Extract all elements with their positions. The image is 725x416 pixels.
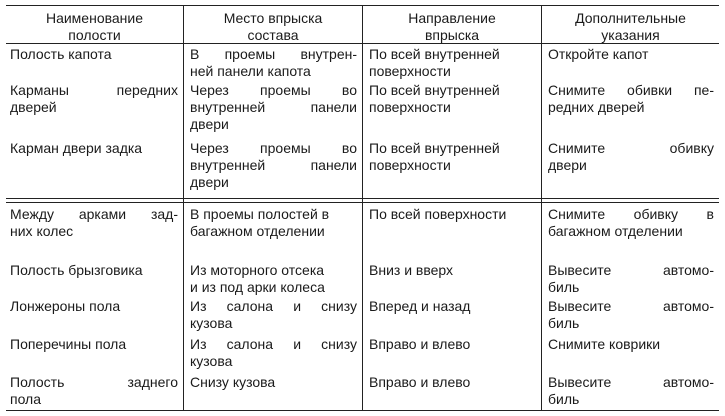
header-injection-place xyxy=(184,10,362,44)
table-cell xyxy=(190,336,357,370)
cell-line: По всей внутренней xyxy=(369,46,500,62)
header-additional-notes xyxy=(542,10,719,44)
cell-line: пола xyxy=(10,391,42,407)
cell-line: и из под арки колеса xyxy=(190,279,325,295)
table-cell xyxy=(369,82,536,116)
cell-line: Лонжероны пола xyxy=(10,298,121,314)
table-cell xyxy=(369,374,536,391)
cell-line: кузова xyxy=(190,353,233,369)
table-cell xyxy=(190,262,357,296)
cell-line: Карман двери задка xyxy=(10,140,143,156)
cell-line: поверхности xyxy=(369,63,451,79)
header-line: указания xyxy=(601,27,660,43)
table-cell xyxy=(10,336,178,353)
table-cell xyxy=(10,206,178,240)
table-cell xyxy=(548,298,714,332)
cell-line: Поперечины пола xyxy=(10,336,127,352)
table-cell xyxy=(10,298,178,315)
cell-line: поверхности xyxy=(369,99,451,115)
table-cell xyxy=(369,46,536,80)
table-cell xyxy=(369,336,536,353)
cell-line: Вправо и влево xyxy=(369,336,471,352)
column-divider-3 xyxy=(541,5,542,411)
table-cell xyxy=(10,46,178,63)
cell-line: багажном отделении xyxy=(190,223,325,239)
cell-line: Вывесите автомо- xyxy=(548,262,714,278)
table-cell xyxy=(190,374,357,391)
cell-line: них колес xyxy=(10,223,74,239)
cell-line: внутренней панели xyxy=(190,99,357,115)
header-line: Место впрыска xyxy=(223,10,323,26)
cell-line: По всей поверхности xyxy=(369,206,507,222)
cell-line: Из салона и снизу xyxy=(190,298,357,314)
header-line: Наименование xyxy=(45,10,144,26)
cell-line: ней панели капота xyxy=(190,63,311,79)
table-cell xyxy=(10,140,178,157)
table-cell xyxy=(369,262,536,279)
column-divider-2 xyxy=(362,5,363,411)
cell-line: багажном отделении xyxy=(548,223,683,239)
table-cell xyxy=(548,206,714,240)
table-cell xyxy=(10,82,178,116)
header-cavity-name xyxy=(6,10,183,44)
table-cell xyxy=(548,82,714,116)
cell-line: биль xyxy=(548,391,580,407)
header-line: полости xyxy=(68,27,121,43)
table-cell xyxy=(369,140,536,174)
table-cell xyxy=(190,298,357,332)
table-cell xyxy=(369,298,536,315)
cell-line: Через проемы во xyxy=(190,140,357,156)
cell-line: Снимите обивку в xyxy=(548,206,714,222)
cell-line: двери xyxy=(190,116,229,132)
table-cell xyxy=(548,140,714,174)
table-cell xyxy=(190,206,357,240)
cell-line: Откройте капот xyxy=(548,46,649,62)
cell-line: В проемы полостей в xyxy=(190,206,330,222)
cell-line: Снимите обивки пе- xyxy=(548,82,714,98)
header-line: Направление xyxy=(408,10,496,26)
table-cell xyxy=(548,374,714,408)
cell-line: биль xyxy=(548,279,580,295)
table-cell xyxy=(190,140,357,191)
cell-line: кузова xyxy=(190,315,233,331)
cell-line: Снимите коврики xyxy=(548,336,661,352)
cell-line: Через проемы во xyxy=(190,82,357,98)
cell-line: Вниз и вверх xyxy=(369,262,454,278)
table-cell xyxy=(10,374,178,408)
cell-line: Снизу кузова xyxy=(190,374,276,390)
cell-line: Полость капота xyxy=(10,46,112,62)
cell-line: редних дверей xyxy=(548,99,645,115)
cell-line: Между арками зад- xyxy=(10,206,178,222)
header-line: состава xyxy=(247,27,299,43)
cell-line: биль xyxy=(548,315,580,331)
cell-line: Вывесите автомо- xyxy=(548,298,714,314)
table-cell xyxy=(548,262,714,296)
cell-line: Вывесите автомо- xyxy=(548,374,714,390)
table-cell xyxy=(548,46,714,63)
cell-line: двери xyxy=(548,157,587,173)
cell-line: Карманы передних xyxy=(10,82,178,98)
cell-line: Снимите обивку xyxy=(548,140,714,156)
cell-line: Полость заднего xyxy=(10,374,178,390)
cell-line: По всей внутренней xyxy=(369,140,500,156)
cell-line: Вперед и назад xyxy=(369,298,471,314)
cell-line: поверхности xyxy=(369,157,451,173)
table-cell xyxy=(369,206,536,223)
cell-line: В проемы внутрен- xyxy=(190,46,357,62)
table xyxy=(6,5,719,411)
table-cell xyxy=(10,262,178,279)
cell-line: Вправо и влево xyxy=(369,374,471,390)
header-line: впрыска xyxy=(424,27,480,43)
table-cell xyxy=(190,46,357,80)
cell-line: По всей внутренней xyxy=(369,82,500,98)
cell-line: Полость брызговика xyxy=(10,262,143,278)
cell-line: внутренней панели xyxy=(190,157,357,173)
cell-line: двери xyxy=(190,174,229,190)
table-cell xyxy=(190,82,357,133)
table-cell xyxy=(548,336,714,353)
column-divider-1 xyxy=(183,5,184,411)
cell-line: Из салона и снизу xyxy=(190,336,357,352)
header-line: Дополнительные xyxy=(575,10,686,26)
header-injection-direction xyxy=(363,10,541,44)
cell-line: дверей xyxy=(10,99,57,115)
cell-line: Из моторного отсека xyxy=(190,262,325,278)
